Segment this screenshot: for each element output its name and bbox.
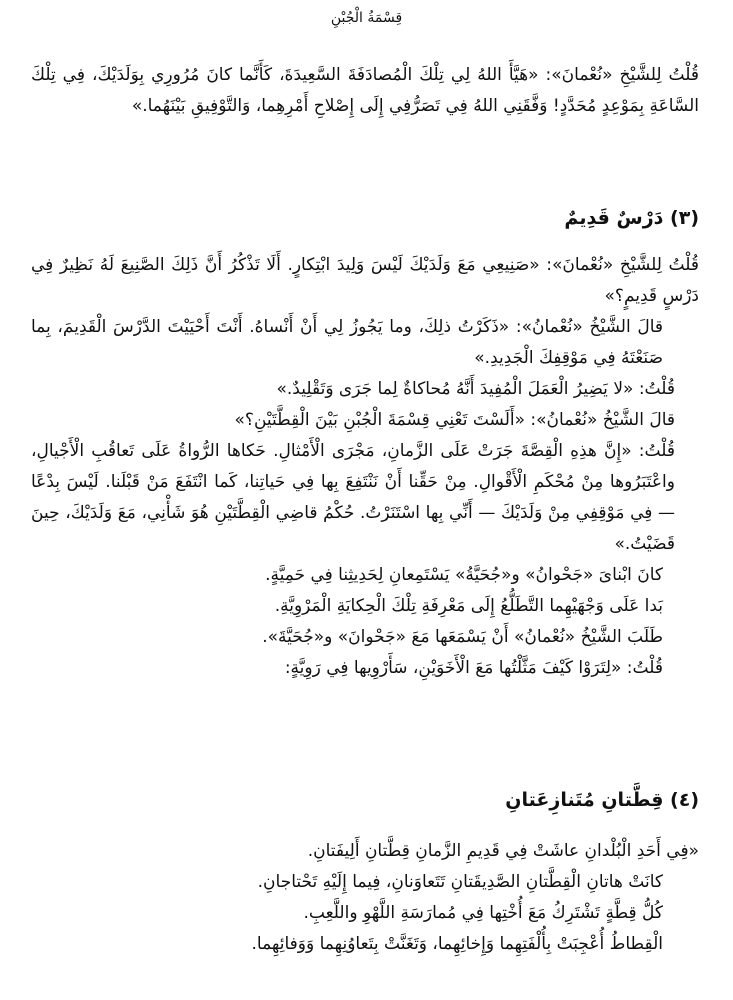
section-3-paragraph-4: قالَ الشَّيْخُ «نُعْمانُ»: «أَلَسْتَ تَعْنِي قِسْمَةَ الْجُبْنِ بَيْنَ الْقِطَّتَيْنِ؟»: [234, 410, 675, 430]
section-4-heading: (٤) قِطَّتانِ مُتَنازِعَتانِ: [505, 789, 699, 811]
section-3-paragraph-2: قالَ الشَّيْخُ «نُعْمانُ»: «ذَكَرْتُ ذلِكَ، وما يَجُوزُ لِي أَنْ أَنْساهُ. أَنْتَ أَحْيَيْتَ الدَّرْسَ الْقَدِيمَ، بِما صَنَعْتَهُ فِي مَوْقِفِكَ الْجَدِيدِ.»: [31, 317, 663, 368]
section-3-paragraph-7: بَدا عَلَى وَجْهَيْهِما التَّطَلُّعُ إِلَى مَعْرِفَةِ تِلْكَ الْحِكايَةِ الْمَرْوِيَّةِ.: [274, 596, 663, 616]
section-3-paragraph-6: كانَ ابْناىَ «جَحْوانُ» و«جُحَيَّةُ» يَسْتَمِعانِ لِحَدِيثِنا فِي حَمِيَّةٍ.: [265, 565, 663, 585]
section-3-body: [31, 250, 699, 684]
section-3-paragraph-9: قُلْتُ: «لِتَرَوْا كَيْفَ مَثَّلْتُها مَعَ الْأَخَوَيْنِ، سَأَرْوِيها فِي رَوِيَّةٍ:: [284, 658, 663, 678]
running-header-title: قِسْمَةُ الْجُبْنِ: [330, 10, 403, 26]
intro-paragraph: قُلْتُ لِلشَّيْخِ «نُعْمانَ»: «هَيَّأَ اللهُ لِي تِلْكَ الْمُصادَفَةَ السَّعِيدَةَ، كَأَنَّما كانَ مُرُورِي بِوَلَدَيْكَ، فِي تِلْكَ السَّاعَةِ بِمَوْعِدٍ مُحَدَّدٍ! وَفَّقَنِي اللهُ فِي تَصَرُّفِي إِلَى إِصْلاحِ أَمْرِهِما، وَالتَّوْفِيقِ بَيْنَهُما.»: [31, 65, 699, 116]
section-4-line-2: كانَتْ هاتانِ الْقِطَّتانِ الصَّدِيقَتانِ تَتَعاوَنانِ، فِيما إِلَيْهِ تَحْتاجانِ.: [257, 872, 663, 892]
section-3-heading: (٣) دَرْسٌ قَدِيمٌ: [564, 207, 699, 229]
section-4-body: [31, 836, 699, 960]
section-3-paragraph-5: قُلْتُ: «إِنَّ هذِهِ الْقِصَّةَ جَرَتْ عَلَى الزَّمانِ، مَجْرَى الْأَمْثالِ. حَكاها الرُّواةُ عَلَى تَعاقُبِ الْأَجْيالِ، واعْتَبَرُوها مِنْ مُحْكَمِ الْأَقْوالِ. مِنْ حَقِّنا أَنْ نَنْتَفِعَ بِها فِي حَياتِنا، كَما انْتَفَعَ مَنْ قَبْلَنا. لَيْسَ بِدْعًا — فِي مَوْقِفِي مِنْ وَلَدَيْكَ — أَنِّي بِها اسْتَنَرْتُ. حُكْمُ قاضِي الْقِطَّتَيْنِ هُوَ شَأْنِي، مَعَ وَلَدَيْكَ، حِينَ قَضَيْتُ.»: [31, 441, 675, 554]
intro-paragraph-block: [31, 60, 699, 122]
section-4-line-4: الْقِطاطُ أُعْجِبَتْ بِأُلْفَتِهِما وَإِخائِهِما، وَتَغَنَّتْ بِتَعاوُنِهِما وَوَفائِهِما.: [251, 934, 663, 954]
section-4-line-3: كُلُّ قِطَّةٍ تَشْتَرِكُ مَعَ أُخْتِها فِي مُمارَسَةِ اللَّهْوِ واللَّعِبِ.: [303, 903, 663, 923]
section-3-paragraph-1: قُلْتُ لِلشَّيْخِ «نُعْمانَ»: «صَنِيعِي مَعَ وَلَدَيْكَ لَيْسَ وَلِيدَ ابْتِكارٍ. أَلَا تَذْكُرُ أَنَّ ذَلِكَ الصَّنِيعَ لَهُ نَظِيرٌ فِي دَرْسٍ قَدِيمٍ؟»: [31, 255, 699, 306]
section-3-paragraph-3: قُلْتُ: «لا يَضِيرُ الْعَمَلَ الْمُفِيدَ أَنَّهُ مُحاكاةٌ لِما جَرَى وَتَقْلِيدٌ.»: [276, 379, 675, 399]
section-4-line-1: «فِي أَحَدِ الْبُلْدانِ عاشَتْ فِي قَدِيمِ الزَّمانِ قِطَّتانِ أَلِيفَتانِ.: [307, 841, 699, 861]
section-3-paragraph-8: طَلَبَ الشَّيْخُ «نُعْمانُ» أَنْ يَسْمَعَها مَعَ «جَحْوانَ» و«جُحَيَّةَ».: [262, 627, 663, 647]
